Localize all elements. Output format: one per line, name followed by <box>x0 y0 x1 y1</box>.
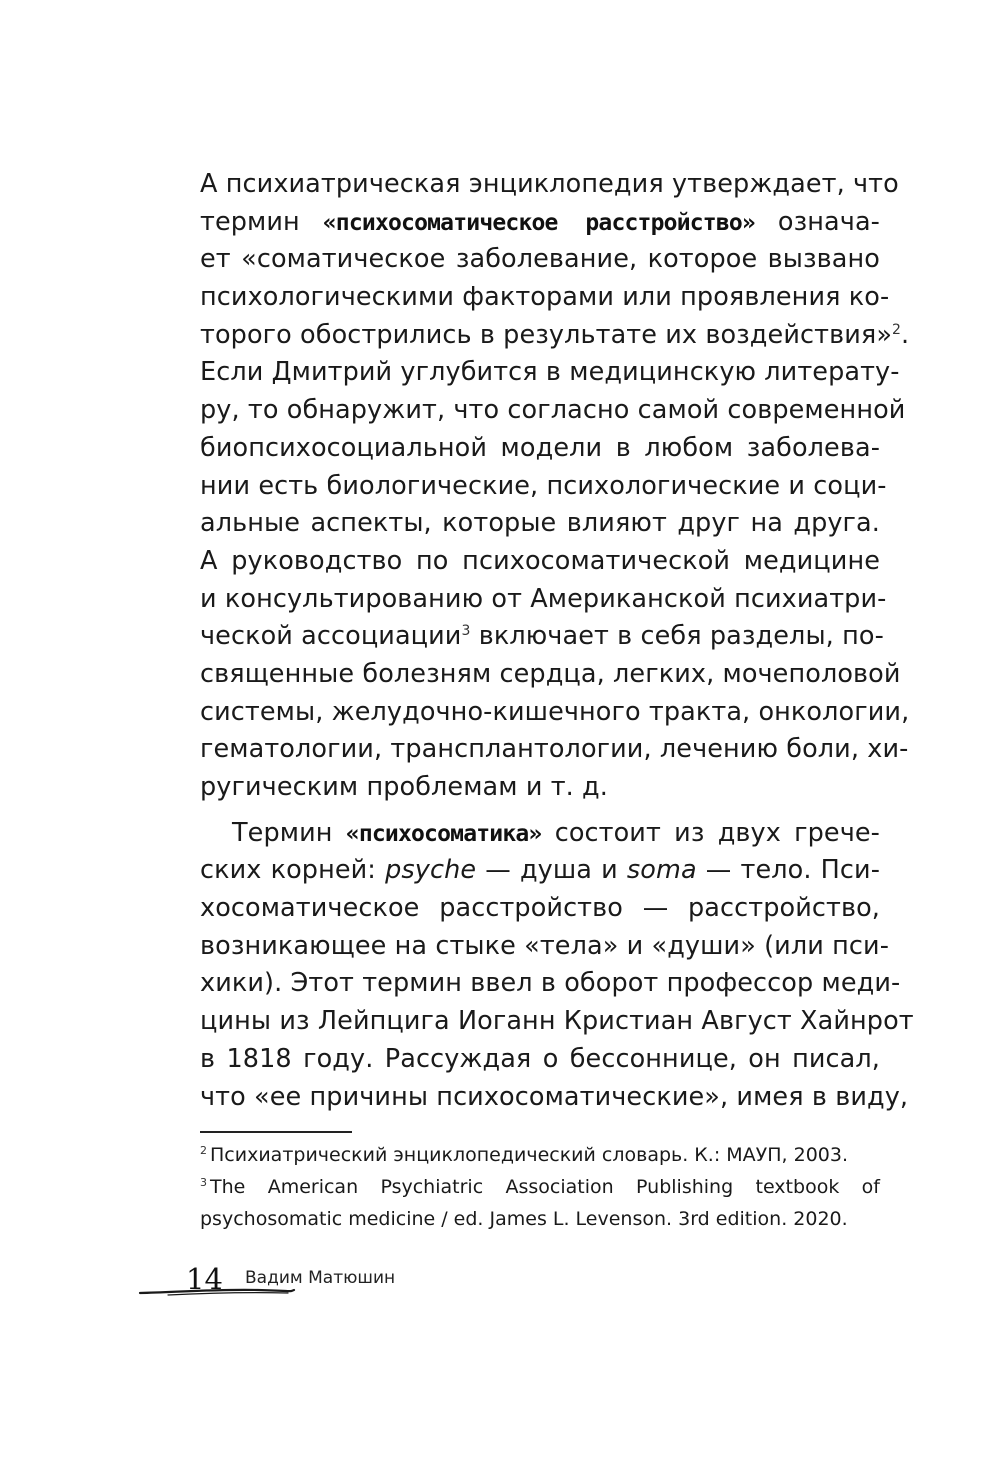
text-line: ругическим проблемам и т. д. <box>200 772 608 802</box>
text-line: А психиатрическая энциклопедия утверждает, что <box>200 169 899 199</box>
text-line: А руководство по психосоматической медицине <box>200 545 880 576</box>
running-footer-author: Вадим Матюшин <box>245 1268 396 1288</box>
footnote-ref: 3 <box>461 623 471 640</box>
text-line: хосоматическое расстройство — расстройство, <box>200 893 880 924</box>
text-line: Термин «психосоматика» состоит из двух грече- <box>232 817 880 848</box>
highlighted-term: «психосоматическое расстройство» <box>322 209 755 236</box>
decorative-swoosh <box>138 1283 298 1299</box>
footnote: $^3$ The American Psychiatric Association Publishing textbook of <box>200 1176 880 1198</box>
text-line: психологическими факторами или проявления ко- <box>200 282 890 313</box>
footnotes <box>200 1139 880 1235</box>
text-line: торого обострились в результате их воздействия»$^2$. <box>200 319 910 350</box>
text-line: и консультированию от Американской психиатри- <box>200 583 887 614</box>
text-line: биопсихосоциальной модели в любом заболева- <box>200 432 880 463</box>
page-number: 14 <box>186 1262 223 1296</box>
text-line: ских корней: psyche — душа и soma — тело. Пси- <box>200 855 881 886</box>
text-line: гематологии, трансплантологии, лечению боли, хи- <box>200 734 909 765</box>
text-line: ет «соматическое заболевание, которое вызвано <box>200 244 880 275</box>
footnote: $^2$ Психиатрический энциклопедический словарь. К.: МАУП, 2003. <box>200 1144 849 1166</box>
text-line: ру, то обнаружит, что согласно самой современной <box>200 395 906 426</box>
text-line: системы, желудочно-кишечного тракта, онкологии, <box>200 696 910 727</box>
text-line: альные аспекты, которые влияют друг на друга. <box>200 508 880 539</box>
text-line: хики). Этот термин ввел в оборот профессор меди- <box>200 968 901 999</box>
body-text <box>200 166 914 1116</box>
text-line: Если Дмитрий углубится в медицинскую литерату- <box>200 357 900 388</box>
text-line: священные болезням сердца, легких, мочеполовой <box>200 658 901 689</box>
text-line: возникающее на стыке «тела» и «души» (или пси- <box>200 930 889 961</box>
text-line: что «ее причины психосоматические», имея в виду, <box>200 1081 909 1112</box>
footnote-continuation: psychosomatic medicine / ed. James L. Levenson. 3rd edition. 2020. <box>200 1208 848 1230</box>
footnote-ref: 2 <box>892 321 902 338</box>
highlighted-term: «психосоматика» <box>345 820 542 847</box>
text-line: нии есть биологические, психологические и соци- <box>200 470 887 501</box>
text-line: термин «психосоматическое расстройство» означа- <box>200 206 880 237</box>
text-line: в 1818 году. Рассуждая о бессоннице, он писал, <box>200 1043 880 1074</box>
text-line: ческой ассоциации$^3$ включает в себя разделы, по- <box>200 621 884 652</box>
text-line: цины из Лейпцига Иоганн Кристиан Август Хайнрот <box>200 1006 914 1037</box>
footnote-divider <box>200 1131 352 1133</box>
